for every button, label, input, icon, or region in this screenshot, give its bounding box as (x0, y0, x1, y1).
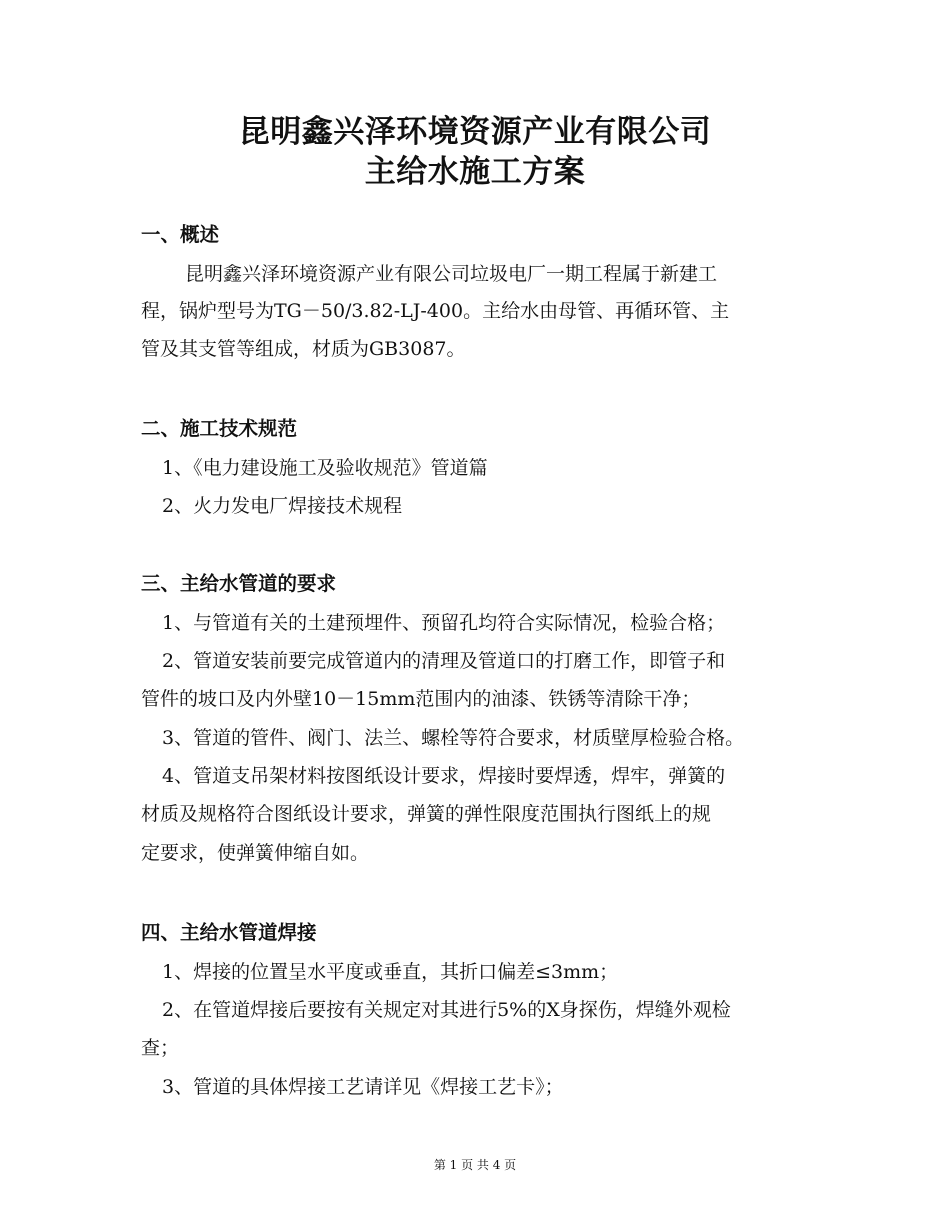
list-item: 2、在管道焊接后要按有关规定对其进行5%的X身探伤，焊缝外观检 (162, 999, 731, 1021)
list-item: 3、管道的具体焊接工艺请详见《焊接工艺卡》； (162, 1076, 564, 1098)
paragraph-line: 管及其支管等组成，材质为GB3087。 (141, 338, 466, 360)
list-item: 1、焊接的位置呈水平度或垂直，其折口偏差≤3mm； (162, 961, 619, 983)
section-heading-standards: 二、施工技术规范 (141, 417, 298, 440)
paragraph-line: 程，锅炉型号为TG－50/3.82-LJ-400。主给水由母管、再循环管、主 (141, 300, 730, 322)
section-heading-requirements: 三、主给水管道的要求 (141, 572, 337, 595)
list-item: 1、与管道有关的土建预埋件、预留孔均符合实际情况，检验合格； (162, 612, 726, 634)
page-number-footer: 第 1 页 共 4 页 (433, 1158, 517, 1172)
list-item: 1、《电力建设施工及验收规范》管道篇 (162, 457, 488, 479)
list-item-continuation: 查； (141, 1037, 180, 1059)
list-item: 2、火力发电厂焊接技术规程 (162, 495, 403, 517)
list-item: 2、管道安装前要完成管道内的清理及管道口的打磨工作，即管子和 (162, 650, 726, 672)
list-item: 3、管道的管件、阀门、法兰、螺栓等符合要求，材质壁厚检验合格。 (162, 727, 745, 749)
document-title-company: 昆明鑫兴泽环境资源产业有限公司 (238, 114, 712, 150)
list-item-continuation: 管件的坡口及内外壁10－15mm范围内的油漆、铁锈等清除干净； (141, 688, 701, 710)
section-heading-overview: 一、概述 (141, 223, 220, 246)
list-item-continuation: 材质及规格符合图纸设计要求，弹簧的弹性限度范围执行图纸上的规 (141, 803, 712, 825)
section-heading-welding: 四、主给水管道焊接 (141, 921, 317, 944)
document-title-plan: 主给水施工方案 (364, 154, 586, 190)
list-item-continuation: 定要求，使弹簧伸缩自如。 (141, 842, 370, 864)
paragraph-line: 昆明鑫兴泽环境资源产业有限公司垃圾电厂一期工程属于新建工 (185, 263, 718, 285)
list-item: 4、管道支吊架材料按图纸设计要求，焊接时要焊透，焊牢，弹簧的 (162, 765, 726, 787)
